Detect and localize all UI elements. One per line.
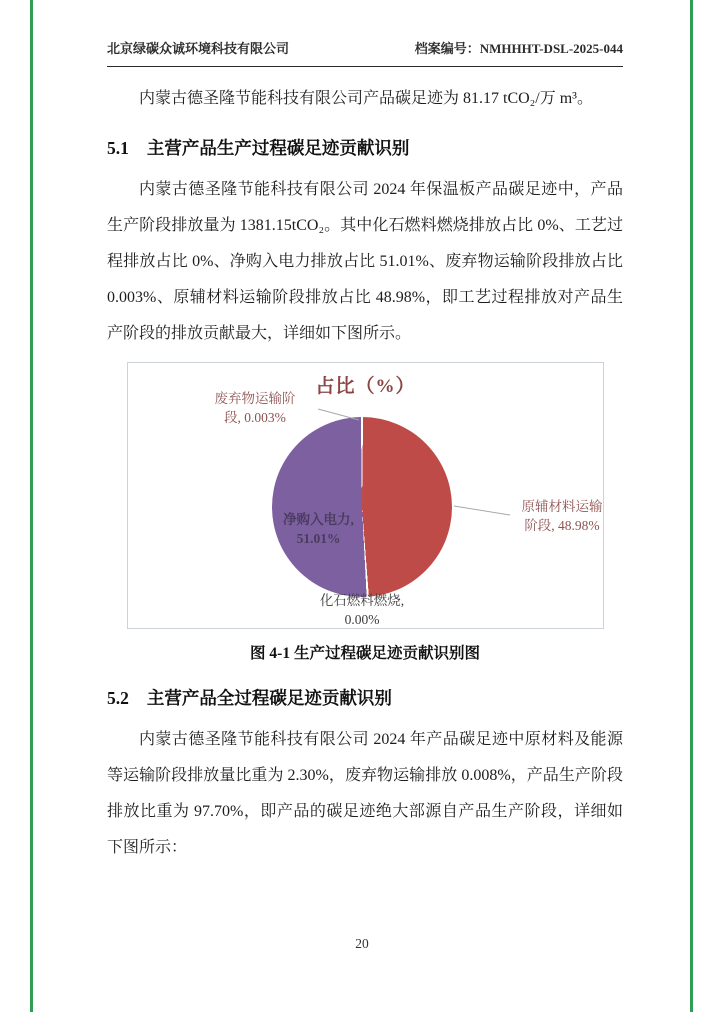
right-margin-green-rule — [690, 0, 693, 1012]
page-header — [107, 38, 623, 67]
label-purchased-electricity: 净购入电力, 51.01% — [283, 512, 354, 546]
section-5-1-paragraph: 内蒙古德圣隆节能科技有限公司 2024 年保温板产品碳足迹中，产品生产阶段排放量为 1381.15tCO₂。其中化石燃料燃烧排放占比 0%、工艺过程排放占比 0%、净购入电力排放占比 51.01%、废弃物运输阶段排放占比 0.003%、原辅材料运输阶段排放占比 48.98%，即工艺过程排放对产品生产阶段的排放贡献最大，详细如下图所示。 — [107, 181, 623, 342]
doc-number-value: NMHHHT-DSL-2025-044 — [479, 41, 623, 56]
label-waste-transport: 废弃物运输阶 段, 0.003% — [214, 391, 296, 425]
page-number: 20 — [355, 936, 369, 951]
page-content — [107, 38, 623, 866]
pie-chart — [272, 417, 452, 597]
section-number: 5.2 — [107, 688, 129, 708]
chart-title: 占比（%） — [315, 376, 416, 397]
section-heading-5-1 — [107, 135, 623, 160]
figure-caption: 图 4-1 生产过程碳足迹贡献识别图 — [250, 645, 480, 662]
section-number: 5.1 — [107, 138, 129, 158]
header-doc-number — [415, 38, 623, 57]
intro-paragraph: 内蒙古德圣隆节能科技有限公司产品碳足迹为 81.17 tCO₂/万 m³。 — [139, 90, 593, 107]
doc-number-label: 档案编号： — [414, 41, 480, 56]
section-heading-5-2 — [107, 685, 623, 710]
header-company-name: 北京绿碳众诚环境科技有限公司 — [107, 41, 290, 56]
label-raw-material-transport: 原辅材料运输 阶段, 48.98% — [521, 499, 603, 533]
left-margin-green-rule — [30, 0, 33, 1012]
section-title: 主营产品全过程碳足迹贡献识别 — [146, 688, 392, 708]
pie-chart-figure — [127, 362, 604, 629]
section-title: 主营产品生产过程碳足迹贡献识别 — [146, 138, 410, 158]
section-5-2-paragraph: 内蒙古德圣隆节能科技有限公司 2024 年产品碳足迹中原材料及能源等运输阶段排放量比重为 2.30%，废弃物运输排放 0.008%，产品生产阶段排放比重为 97.70%，即产品的碳足迹绝大部源自产品生产阶段，详细如下图所示： — [107, 731, 623, 856]
label-fossil-fuel: 化石燃料燃烧, 0.00% — [319, 593, 405, 627]
